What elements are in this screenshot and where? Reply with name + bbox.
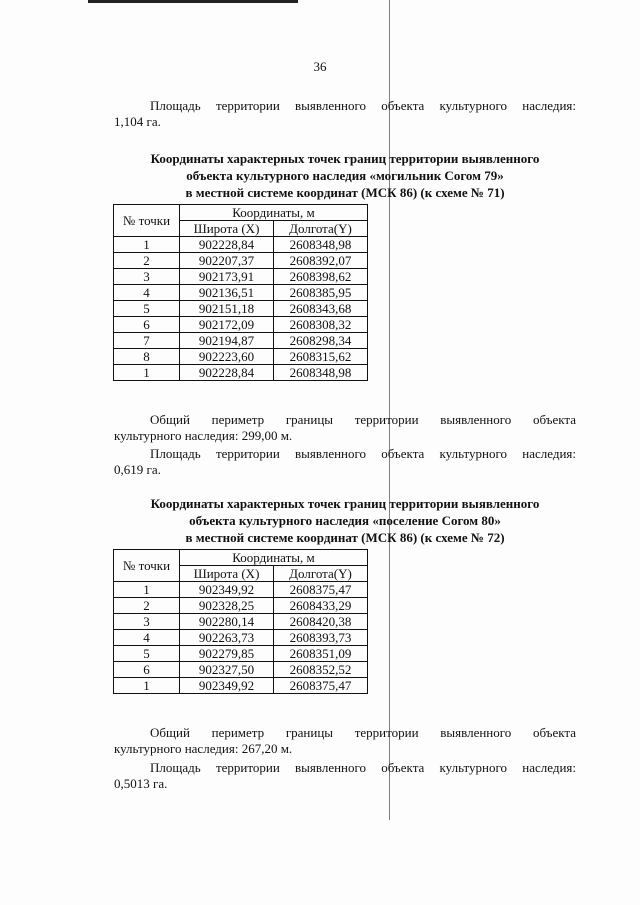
table-row [114, 630, 368, 646]
latitude-cell: 902279,85 [180, 646, 274, 662]
point-number-cell: 1 [114, 237, 180, 253]
longitude-cell: 2608351,09 [274, 646, 368, 662]
table-row [114, 333, 368, 349]
point-number-cell: 2 [114, 598, 180, 614]
table-row [114, 662, 368, 678]
latitude-cell: 902327,50 [180, 662, 274, 678]
section1-heading-line1: Координаты характерных точек границ территории выявленного [150, 151, 540, 166]
point-number-cell: 1 [114, 678, 180, 694]
longitude-cell: 2608420,38 [274, 614, 368, 630]
header-coordinates: Координаты, м [180, 550, 368, 566]
area-intro-line2: 1,104 га. [114, 114, 161, 129]
latitude-cell: 902263,73 [180, 630, 274, 646]
table-row [114, 365, 368, 381]
section2-area [114, 760, 576, 792]
point-number-cell: 6 [114, 317, 180, 333]
table-row [114, 301, 368, 317]
longitude-cell: 2608375,47 [274, 582, 368, 598]
latitude-cell: 902207,37 [180, 253, 274, 269]
longitude-cell: 2608308,32 [274, 317, 368, 333]
section1-area-line1: Площадь территории выявленного объекта культурного наследия: [150, 446, 576, 461]
section2-perimeter [114, 725, 576, 757]
table-row [114, 582, 368, 598]
table-row [114, 285, 368, 301]
latitude-cell: 902328,25 [180, 598, 274, 614]
section2-heading-line2: объекта культурного наследия «поселение Согом 80» [189, 513, 501, 528]
section1-heading-line3: в местной системе координат (МСК 86) (к схеме № 71) [185, 185, 505, 200]
table-row [114, 269, 368, 285]
header-coordinates: Координаты, м [180, 205, 368, 221]
point-number-cell: 8 [114, 349, 180, 365]
section1-area-line2: 0,619 га. [114, 462, 161, 477]
latitude-cell: 902173,91 [180, 269, 274, 285]
point-number-cell: 4 [114, 285, 180, 301]
page-number: 36 [313, 59, 327, 74]
latitude-cell: 902349,92 [180, 582, 274, 598]
longitude-cell: 2608392,07 [274, 253, 368, 269]
section1-area [114, 446, 576, 478]
longitude-cell: 2608298,34 [274, 333, 368, 349]
table-row [114, 349, 368, 365]
header-longitude: Долгота(Y) [274, 221, 368, 237]
section2-heading-line3: в местной системе координат (МСК 86) (к схеме № 72) [185, 530, 505, 545]
section1-coordinates-table [113, 204, 368, 381]
section1-perimeter [114, 412, 576, 444]
header-point-number: № точки [114, 205, 180, 237]
point-number-cell: 6 [114, 662, 180, 678]
longitude-cell: 2608393,73 [274, 630, 368, 646]
point-number-cell: 4 [114, 630, 180, 646]
header-latitude: Широта (X) [180, 566, 274, 582]
latitude-cell: 902223,60 [180, 349, 274, 365]
section1-perimeter-line1: Общий периметр границы территории выявленного объекта [150, 412, 576, 427]
section1-table-body [114, 237, 368, 381]
table-row [114, 598, 368, 614]
point-number-cell: 3 [114, 614, 180, 630]
section2-heading-line1: Координаты характерных точек границ территории выявленного [150, 496, 540, 511]
point-number-cell: 7 [114, 333, 180, 349]
section2-area-line1: Площадь территории выявленного объекта культурного наследия: [150, 760, 576, 775]
table-row [114, 678, 368, 694]
latitude-cell: 902349,92 [180, 678, 274, 694]
top-rule [88, 0, 298, 3]
longitude-cell: 2608433,29 [274, 598, 368, 614]
table-row [114, 237, 368, 253]
section1-perimeter-line2: культурного наследия: 299,00 м. [114, 428, 293, 443]
section2-coordinates-table [113, 549, 368, 694]
longitude-cell: 2608398,62 [274, 269, 368, 285]
latitude-cell: 902228,84 [180, 237, 274, 253]
longitude-cell: 2608343,68 [274, 301, 368, 317]
latitude-cell: 902194,87 [180, 333, 274, 349]
point-number-cell: 2 [114, 253, 180, 269]
longitude-cell: 2608315,62 [274, 349, 368, 365]
table-row [114, 614, 368, 630]
section2-perimeter-line2: культурного наследия: 267,20 м. [114, 741, 293, 756]
table-row [114, 646, 368, 662]
point-number-cell: 3 [114, 269, 180, 285]
section1-heading-line2: объекта культурного наследия «могильник Согом 79» [186, 168, 504, 183]
section2-table-body [114, 582, 368, 694]
point-number-cell: 5 [114, 301, 180, 317]
point-number-cell: 1 [114, 582, 180, 598]
longitude-cell: 2608352,52 [274, 662, 368, 678]
latitude-cell: 902172,09 [180, 317, 274, 333]
point-number-cell: 1 [114, 365, 180, 381]
longitude-cell: 2608375,47 [274, 678, 368, 694]
latitude-cell: 902136,51 [180, 285, 274, 301]
area-intro [114, 98, 576, 130]
longitude-cell: 2608385,95 [274, 285, 368, 301]
longitude-cell: 2608348,98 [274, 365, 368, 381]
latitude-cell: 902228,84 [180, 365, 274, 381]
latitude-cell: 902151,18 [180, 301, 274, 317]
section1-heading [100, 150, 590, 201]
area-intro-line1: Площадь территории выявленного объекта культурного наследия: [150, 98, 576, 113]
point-number-cell: 5 [114, 646, 180, 662]
header-latitude: Широта (X) [180, 221, 274, 237]
table-row [114, 253, 368, 269]
section2-heading [100, 495, 590, 546]
header-point-number: № точки [114, 550, 180, 582]
section2-perimeter-line1: Общий периметр границы территории выявленного объекта [150, 725, 576, 740]
header-longitude: Долгота(Y) [274, 566, 368, 582]
longitude-cell: 2608348,98 [274, 237, 368, 253]
table-row [114, 317, 368, 333]
latitude-cell: 902280,14 [180, 614, 274, 630]
section2-area-line2: 0,5013 га. [114, 776, 168, 791]
